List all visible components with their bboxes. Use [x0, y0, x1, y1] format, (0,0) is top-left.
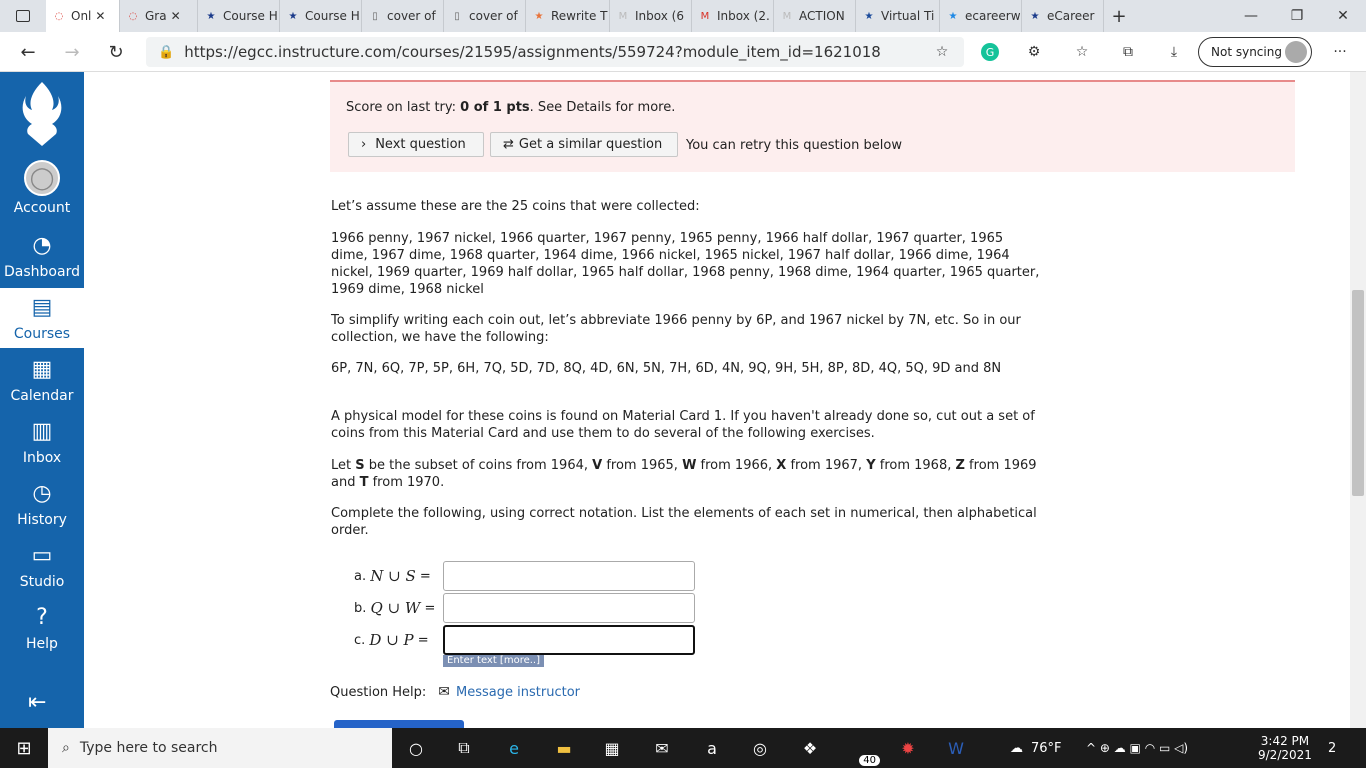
history-icon: ◷ — [32, 480, 52, 506]
nav-item-studio[interactable] — [0, 536, 84, 596]
nav-label: Help — [26, 636, 58, 652]
tab-label: cover of — [387, 9, 436, 23]
ecareer-icon: ★ — [1030, 10, 1040, 22]
account-icon: ◯ — [24, 160, 60, 196]
page-scrollbar[interactable] — [1350, 72, 1366, 728]
subset-definition: Let S be the subset of coins from 1964, V from 1965, W from 1966, X from 1967, Y from 1968, Z from 1969 and T from 1970. — [331, 458, 1037, 490]
calendar-icon: ▦ — [31, 356, 53, 382]
retry-arrows-icon: ⇄ — [503, 137, 514, 152]
browser-tab[interactable] — [362, 0, 444, 32]
nav-item-history[interactable] — [0, 474, 84, 534]
lock-icon: 🔒 — [158, 44, 175, 60]
c-icon: ★ — [534, 10, 544, 22]
nav-item-calendar[interactable] — [0, 350, 84, 410]
browser-tab[interactable] — [940, 0, 1022, 32]
nav-label: Studio — [19, 574, 65, 590]
collections-icon[interactable]: ⧉ — [1123, 44, 1133, 60]
tab-label: Inbox (6 — [635, 9, 684, 23]
score-banner — [330, 80, 1295, 172]
tab-label: Inbox (2. — [717, 9, 770, 23]
downloads-icon[interactable]: ⤓ — [1170, 44, 1178, 60]
app-badge-icon[interactable]: 40 — [846, 734, 874, 762]
browser-tab[interactable] — [280, 0, 362, 32]
doc-icon: ▯ — [454, 10, 460, 22]
tab-label: Virtual Ti — [881, 9, 935, 23]
score-text: Score on last try: 0 of 1 pts. See Details for more. — [346, 100, 676, 115]
settings-app-icon[interactable]: ✹ — [901, 738, 915, 758]
abbreviation-text: To simplify writing each coin out, let’s abbreviate 1966 penny by 6P, and 1967 nickel by 7N, etc. So in our collection, we have the following: — [331, 313, 1021, 345]
inbox-icon: ▥ — [31, 418, 53, 444]
task-view-icon[interactable]: ⧉ — [458, 738, 470, 757]
part-c-input[interactable] — [443, 625, 695, 655]
global-nav — [0, 72, 84, 728]
tab-label: cover of — [469, 9, 518, 23]
dropbox-icon[interactable]: ❖ — [802, 738, 818, 758]
taskbar-search-box[interactable]: ⌕ Type here to search — [48, 728, 392, 768]
edge-icon[interactable]: e — [509, 738, 519, 758]
avatar — [1285, 41, 1307, 63]
tab-label: Course H — [305, 9, 360, 23]
main-content — [84, 72, 1350, 728]
weather-icon: ☁ — [1010, 740, 1023, 756]
gmail-icon: M — [700, 10, 710, 22]
part-b-label: b. Q ∪ W = — [354, 599, 436, 617]
abbreviated-list: 6P, 7N, 6Q, 7P, 5P, 6H, 7Q, 5D, 7D, 8Q, 4D, 6N, 5N, 7H, 6D, 4N, 9Q, 9H, 5H, 8P, 8D, 4Q, 5Q, 9D and 8N — [331, 361, 1002, 376]
envelope-icon: ✉ — [438, 684, 451, 700]
cortana-icon[interactable]: ○ — [409, 738, 423, 758]
question-help: Question Help: ✉ Message instructor — [330, 684, 580, 700]
close-window-icon[interactable]: ✕ — [1337, 8, 1349, 24]
tab-label: Course H — [223, 9, 278, 23]
browser-tab[interactable] — [444, 0, 526, 32]
restore-icon[interactable]: ❐ — [1290, 8, 1304, 24]
browser-tab[interactable] — [610, 0, 692, 32]
more-menu-icon[interactable]: ··· — [1333, 44, 1347, 60]
sync-label: Not syncing — [1211, 45, 1282, 59]
refresh-icon[interactable]: ↻ — [108, 41, 124, 63]
submit-question-button[interactable] — [334, 720, 464, 728]
browser-tab[interactable] — [1022, 0, 1104, 32]
notification-icon[interactable]: 2 — [1328, 740, 1337, 756]
question-intro: Let’s assume these are the 25 coins that were collected: — [331, 199, 700, 214]
browser-tab[interactable] — [120, 0, 198, 32]
tab-label: Gra — [145, 9, 167, 23]
nav-item-courses[interactable] — [0, 288, 84, 348]
browser-tab[interactable] — [692, 0, 774, 32]
windows-taskbar — [0, 728, 1366, 768]
enter-text-hint[interactable]: Enter text [more..] — [443, 655, 544, 667]
courses-icon: ▤ — [31, 294, 53, 320]
word-icon[interactable]: W — [948, 738, 964, 758]
system-tray-icons[interactable]: ^ ⊕ ☁ ▣ ◠ ▭ ◁) — [1086, 741, 1189, 755]
nav-item-inbox[interactable] — [0, 412, 84, 472]
virtual-icon: ★ — [864, 10, 874, 22]
weather-widget[interactable]: ☁ 76°F — [1010, 740, 1062, 756]
forward-icon[interactable]: → — [64, 41, 80, 63]
next-question-button[interactable]: › Next question — [348, 132, 484, 157]
collapse-nav-icon[interactable]: ⇤ — [28, 690, 47, 715]
bing-icon: ★ — [948, 10, 958, 22]
nav-label: Calendar — [10, 388, 74, 404]
nav-label: Dashboard — [4, 264, 80, 280]
star-badge-icon: ★ — [206, 10, 216, 22]
help-icon: ? — [36, 604, 48, 630]
minimize-icon[interactable]: — — [1244, 8, 1258, 24]
tab-close-icon[interactable]: ✕ — [95, 9, 106, 23]
message-instructor-link[interactable]: Message instructor — [456, 684, 580, 700]
gmail-icon: M — [618, 10, 628, 22]
url-bar[interactable] — [146, 37, 964, 67]
profile-sync-button[interactable] — [1198, 37, 1312, 67]
spinner-icon: ◌ — [54, 10, 64, 22]
address-bar-row — [0, 32, 1366, 72]
amazon-icon[interactable]: a — [707, 738, 717, 758]
tab-actions-icon[interactable] — [0, 0, 46, 32]
tab-close-icon[interactable]: ✕ — [170, 9, 181, 23]
chevron-right-icon: › — [361, 137, 367, 152]
tab-label: eCareer — [1047, 9, 1095, 23]
scrollbar-thumb[interactable] — [1352, 290, 1364, 496]
windows-start-icon[interactable]: ⊞ — [16, 737, 32, 759]
clock[interactable]: 3:42 PM 9/2/2021 — [1258, 734, 1312, 762]
browser-tab[interactable] — [526, 0, 610, 32]
nav-label: Inbox — [22, 450, 62, 466]
coin-list: 1966 penny, 1967 nickel, 1966 quarter, 1967 penny, 1965 penny, 1966 half dollar, 1967 quarter, 1965 dime, 1967 dime, 1968 quarter, 1964 dime, 1966 nickel, 1965 nickel, 1967 half dollar, 1966 dime, 1964 nickel, 1969 quarter, 1969 half dollar, 1965 half dollar, 1968 penny, 1968 dime, 1964 quarter, 1965 quarter, 1969 dime, 1968 nickel — [331, 231, 1040, 297]
tab-label: Rewrite T — [551, 9, 608, 23]
browser-tab-bar — [0, 0, 1366, 32]
search-icon: ⌕ — [62, 740, 70, 756]
retry-text: You can retry this question below — [686, 138, 902, 153]
url-text: https://egcc.instructure.com/courses/21595/assignments/559724?module_item_id=1621018 — [184, 43, 881, 61]
browser-tab[interactable] — [46, 0, 120, 32]
browser-tab[interactable] — [856, 0, 940, 32]
browser-tab[interactable] — [774, 0, 856, 32]
file-explorer-icon[interactable]: ▬ — [556, 738, 572, 758]
back-icon[interactable]: ← — [20, 41, 36, 63]
studio-icon: ▭ — [31, 542, 53, 568]
extensions-icon[interactable]: ⚙ — [1027, 44, 1041, 60]
instructions-text: Complete the following, using correct notation. List the elements of each set in numerical, then alphabetical order. — [331, 506, 1037, 538]
nav-item-account[interactable] — [0, 160, 84, 222]
store-icon[interactable]: ▦ — [604, 738, 620, 758]
part-a-input[interactable] — [443, 561, 695, 591]
browser-tab[interactable] — [198, 0, 280, 32]
gmail-icon: M — [782, 10, 792, 22]
app-icon[interactable]: ◎ — [753, 738, 767, 758]
school-logo-icon — [18, 80, 66, 150]
new-tab-button[interactable]: + — [1111, 5, 1127, 27]
tab-label: Onl — [71, 9, 92, 23]
material-card-text: A physical model for these coins is found on Material Card 1. If you haven't already done so, cut out a set of coins from this Material Card and use them to do several of the following exercises. — [331, 409, 1035, 441]
part-c-label: c. D ∪ P = — [354, 631, 429, 649]
part-a-label: a. N ∪ S = — [354, 567, 431, 585]
tab-label: ACTION — [799, 9, 845, 23]
dashboard-icon: ◔ — [32, 232, 52, 258]
nav-label: History — [17, 512, 67, 528]
tab-label: ecareerw — [965, 9, 1021, 23]
similar-question-button[interactable]: ⇄ Get a similar question — [490, 132, 678, 157]
nav-label: Courses — [13, 326, 71, 342]
nav-item-dashboard[interactable] — [0, 226, 84, 286]
add-favorite-icon[interactable]: ☆ — [935, 44, 949, 60]
grammarly-icon[interactable]: G — [978, 40, 1002, 64]
favorites-icon[interactable]: ☆ — [1075, 44, 1089, 60]
doc-icon: ▯ — [372, 10, 378, 22]
nav-label: Account — [13, 200, 71, 216]
nav-item-help[interactable] — [0, 598, 84, 658]
star-badge-icon: ★ — [288, 10, 298, 22]
spinner-icon: ◌ — [128, 10, 138, 22]
mail-icon[interactable]: ✉ — [655, 738, 669, 758]
part-b-input[interactable] — [443, 593, 695, 623]
